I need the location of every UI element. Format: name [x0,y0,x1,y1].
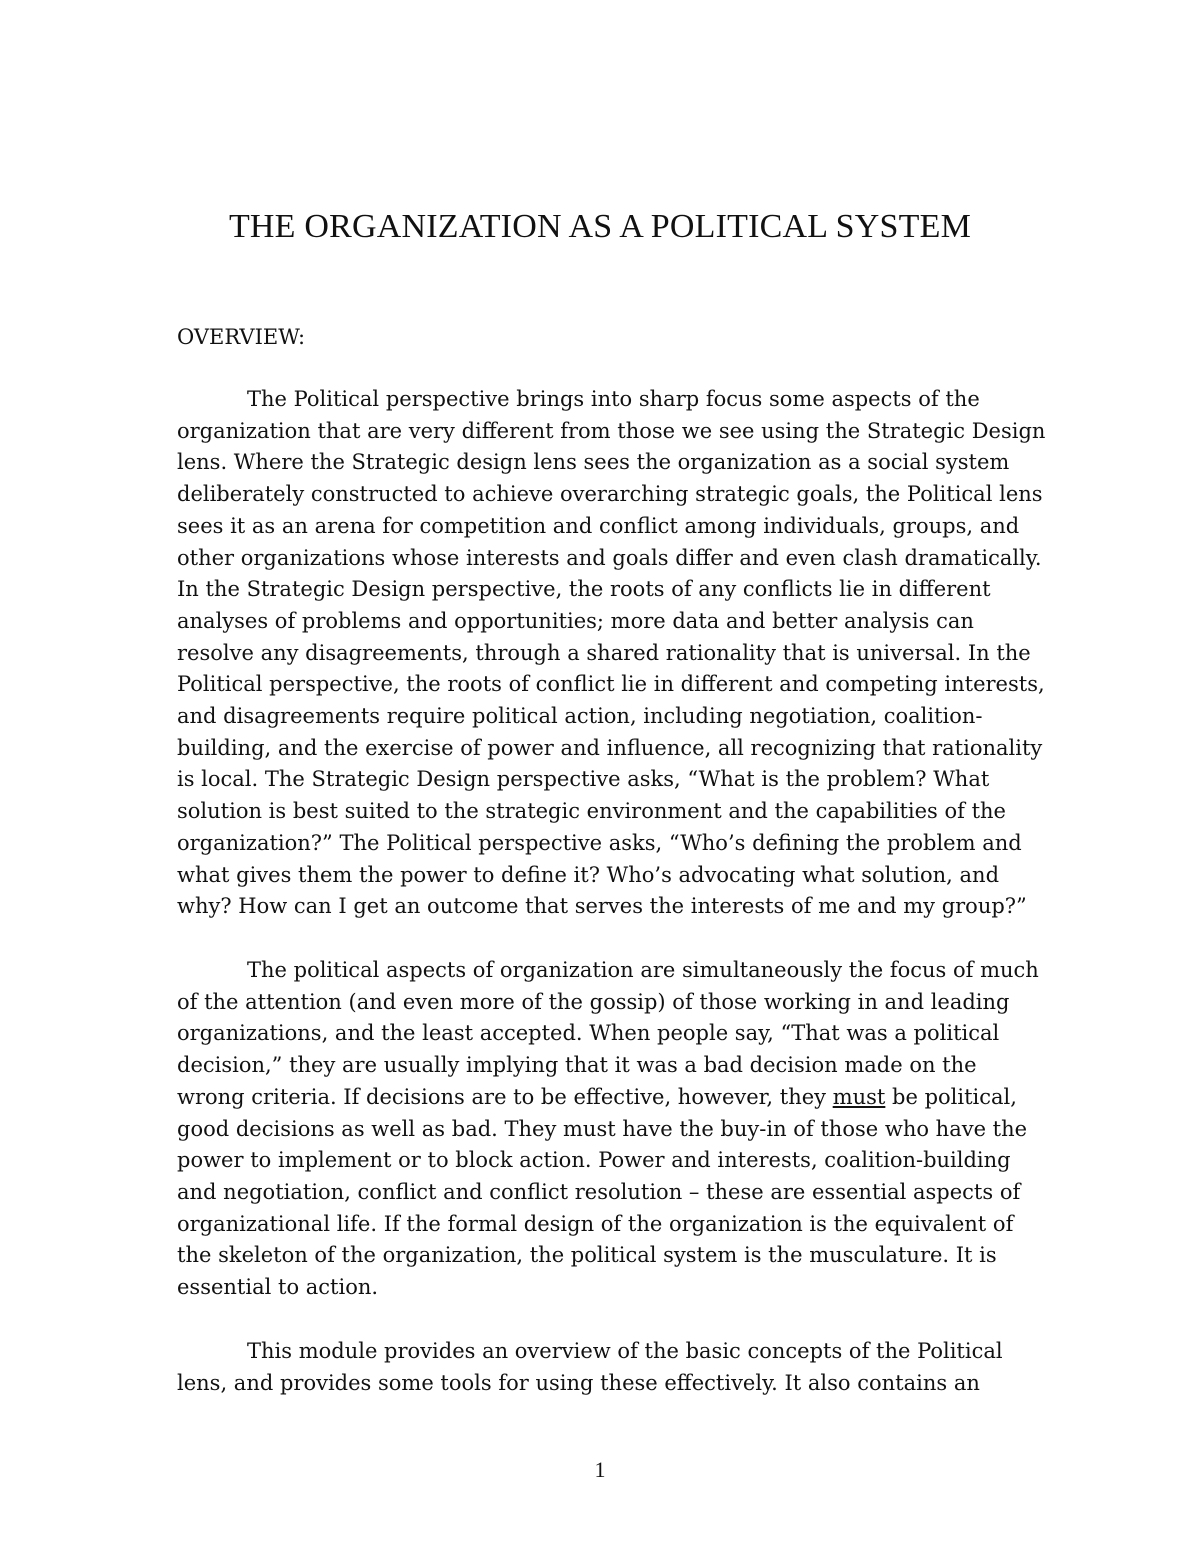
paragraph-line: lens. Where the Strategic design lens sees the organization as a social system [177,450,1010,475]
paragraph-line: decision,” they are usually implying that it was a bad decision made on the [177,1053,977,1078]
paragraph-line: solution is best suited to the strategic environment and the capabilities of the [177,799,1006,824]
paragraph-line: resolve any disagreements, through a shared rationality that is universal. In the [177,640,1031,665]
paragraph-line: deliberately constructed to achieve overarching strategic goals, the Political lens [177,482,1043,507]
paragraph-line: analyses of problems and opportunities; more data and better analysis can [177,608,974,633]
paragraph-line: building, and the exercise of power and influence, all recognizing that rationality [177,735,1043,760]
paragraph-3 [177,1336,1037,1399]
paragraph-line: organization?” The Political perspective asks, “Who’s defining the problem and [177,830,1022,855]
paragraph-line: This module provides an overview of the basic concepts of the Political [247,1339,1003,1363]
paragraph-line: good decisions as well as bad. They must have the buy-in of those who have the [177,1116,1028,1141]
paragraph-line: The political aspects of organization are simultaneously the focus of much [247,958,1039,982]
paragraph-2 [177,955,1037,1304]
paragraph-line: Political perspective, the roots of conflict lie in different and competing interests, [177,672,1045,697]
paragraph-1 [177,384,1046,923]
paragraph-line: why? How can I get an outcome that serves the interests of me and my group?” [177,894,1027,919]
paragraph-line: and disagreements require political action, including negotiation, coalition- [177,704,983,729]
paragraph-line: organizational life. If the formal design of the organization is the equivalent of [177,1211,1014,1236]
paragraph-line: organization that are very different from those we see using the Strategic Design [177,418,1046,443]
paragraph-line: of the attention (and even more of the gossip) of those working in and leading [177,989,1010,1014]
paragraph-line: lens, and provides some tools for using these effectively. It also contains an [177,1370,980,1395]
paragraph-line-with-emphasis [177,1082,1037,1114]
paragraph-line: essential to action. [177,1275,379,1300]
page-number: 1 [594,1457,606,1482]
paragraph-line: the skeleton of the organization, the political system is the musculature. It is [177,1243,997,1268]
section-heading-overview: OVERVIEW: [177,325,306,349]
paragraph-line: organizations, and the least accepted. When people say, “That was a political [177,1021,1000,1046]
paragraph-line: power to implement or to block action. Power and interests, coalition-building [177,1148,1011,1173]
paragraph-line: sees it as an arena for competition and conflict among individuals, groups, and [177,513,1020,538]
paragraph-line: other organizations whose interests and goals differ and even clash dramatically. [177,545,1042,570]
document-title: THE ORGANIZATION AS A POLITICAL SYSTEM [228,208,972,245]
underlined-word: must [832,1084,886,1109]
paragraph-line: what gives them the power to define it? Who’s advocating what solution, and [177,862,1000,887]
paragraph-line: The Political perspective brings into sharp focus some aspects of the [247,387,980,411]
line-head: wrong criteria. If decisions are to be effective, however, they [177,1084,833,1109]
paragraph-line: is local. The Strategic Design perspective asks, “What is the problem? What [177,767,990,792]
line-tail: be political, [885,1084,1017,1109]
paragraph-line: In the Strategic Design perspective, the roots of any conflicts lie in different [177,577,991,602]
paragraph-line: and negotiation, conflict and conflict resolution – these are essential aspects of [177,1179,1021,1204]
